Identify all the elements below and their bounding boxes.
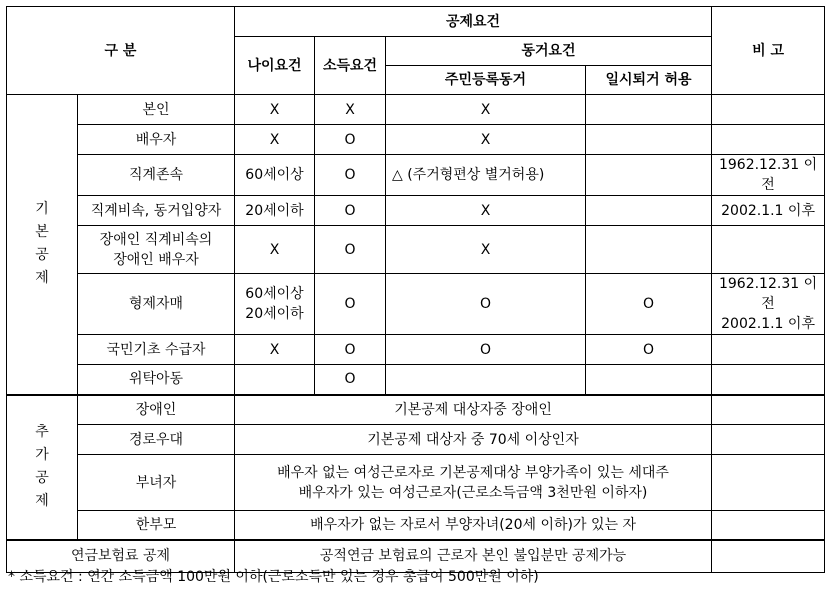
row-income: O	[315, 125, 386, 155]
row-temp	[586, 155, 712, 196]
table-row	[7, 395, 825, 425]
row-desc: 기본공제 대상자 중 70세 이상인자	[235, 425, 712, 455]
row-resident: X	[386, 125, 586, 155]
header-age-req: 나이요건	[235, 37, 315, 95]
row-remark	[712, 365, 825, 395]
row-age: X	[235, 226, 315, 274]
table-row	[7, 511, 825, 540]
row-name: 경로우대	[78, 425, 235, 455]
row-resident: △ (주거형편상 별거허용)	[386, 155, 586, 196]
row-resident: X	[386, 226, 586, 274]
table-row	[7, 155, 825, 196]
row-remark	[712, 125, 825, 155]
row-age: 60세이상	[235, 155, 315, 196]
row-income: O	[315, 196, 386, 226]
row-name: 직계존속	[78, 155, 235, 196]
row-income: X	[315, 95, 386, 125]
table-row	[7, 95, 825, 125]
row-resident: X	[386, 95, 586, 125]
row-remark	[712, 395, 825, 425]
row-remark	[712, 511, 825, 540]
header-income-req: 소득요건	[315, 37, 386, 95]
row-resident: X	[386, 196, 586, 226]
row-remark: 1962.12.31 이전	[712, 155, 825, 196]
row-income: O	[315, 274, 386, 335]
header-category: 구 분	[7, 7, 235, 95]
row-temp	[586, 226, 712, 274]
row-remark: 2002.1.1 이후	[712, 196, 825, 226]
row-remark	[712, 335, 825, 365]
row-remark	[712, 540, 825, 573]
row-name: 국민기초 수급자	[78, 335, 235, 365]
row-temp	[586, 95, 712, 125]
row-name: 배우자	[78, 125, 235, 155]
table-row	[7, 125, 825, 155]
row-desc: 배우자 없는 여성근로자로 기본공제대상 부양가족이 있는 세대주 배우자가 있는 여성근로자(근로소득금액 3천만원 이하자)	[235, 455, 712, 511]
row-remark	[712, 455, 825, 511]
row-name: 본인	[78, 95, 235, 125]
header-cohabit-req: 동거요건	[386, 37, 712, 66]
table-row	[7, 196, 825, 226]
table-row	[7, 335, 825, 365]
header-deduction-requirements: 공제요건	[235, 7, 712, 37]
row-income: O	[315, 226, 386, 274]
row-name: 장애인 직계비속의 장애인 배우자	[78, 226, 235, 274]
row-remark: 1962.12.31 이전 2002.1.1 이후	[712, 274, 825, 335]
row-resident: O	[386, 274, 586, 335]
deduction-requirements-table	[6, 6, 825, 573]
row-desc: 배우자가 없는 자로서 부양자녀(20세 이하)가 있는 자	[235, 511, 712, 540]
row-age: 60세이상 20세이하	[235, 274, 315, 335]
pension-name: 연금보험료 공제	[7, 540, 235, 573]
row-age: 20세이하	[235, 196, 315, 226]
section-basic-label: 기 본 공 제	[7, 95, 78, 395]
row-temp	[586, 365, 712, 395]
row-temp: O	[586, 274, 712, 335]
row-name: 위탁아동	[78, 365, 235, 395]
header-resident-reg: 주민등록동거	[386, 66, 586, 95]
row-name: 한부모	[78, 511, 235, 540]
row-income: O	[315, 335, 386, 365]
row-resident	[386, 365, 586, 395]
row-name: 직계비속, 동거입양자	[78, 196, 235, 226]
row-remark	[712, 226, 825, 274]
header-row-1	[7, 7, 825, 37]
footnote: * 소득요건 : 연간 소득금액 100만원 이하(근로소득만 있는 경우 총급여 500만원 이하)	[8, 569, 539, 585]
row-age: X	[235, 335, 315, 365]
table-row	[7, 274, 825, 335]
row-resident: O	[386, 335, 586, 365]
header-remarks: 비 고	[712, 7, 825, 95]
pension-desc: 공적연금 보험료의 근로자 본인 불입분만 공제가능	[235, 540, 712, 573]
row-age: X	[235, 125, 315, 155]
row-desc: 기본공제 대상자중 장애인	[235, 395, 712, 425]
row-name: 부녀자	[78, 455, 235, 511]
table-row	[7, 365, 825, 395]
row-name: 형제자매	[78, 274, 235, 335]
row-remark	[712, 425, 825, 455]
row-income: O	[315, 365, 386, 395]
row-income: O	[315, 155, 386, 196]
row-remark	[712, 95, 825, 125]
row-age: X	[235, 95, 315, 125]
row-temp	[586, 125, 712, 155]
row-temp: O	[586, 335, 712, 365]
row-temp	[586, 196, 712, 226]
table-row	[7, 226, 825, 274]
header-temp-absence: 일시퇴거 허용	[586, 66, 712, 95]
table-row	[7, 455, 825, 511]
row-name: 장애인	[78, 395, 235, 425]
section-additional-label: 추 가 공 제	[7, 395, 78, 540]
table-row	[7, 425, 825, 455]
row-age	[235, 365, 315, 395]
